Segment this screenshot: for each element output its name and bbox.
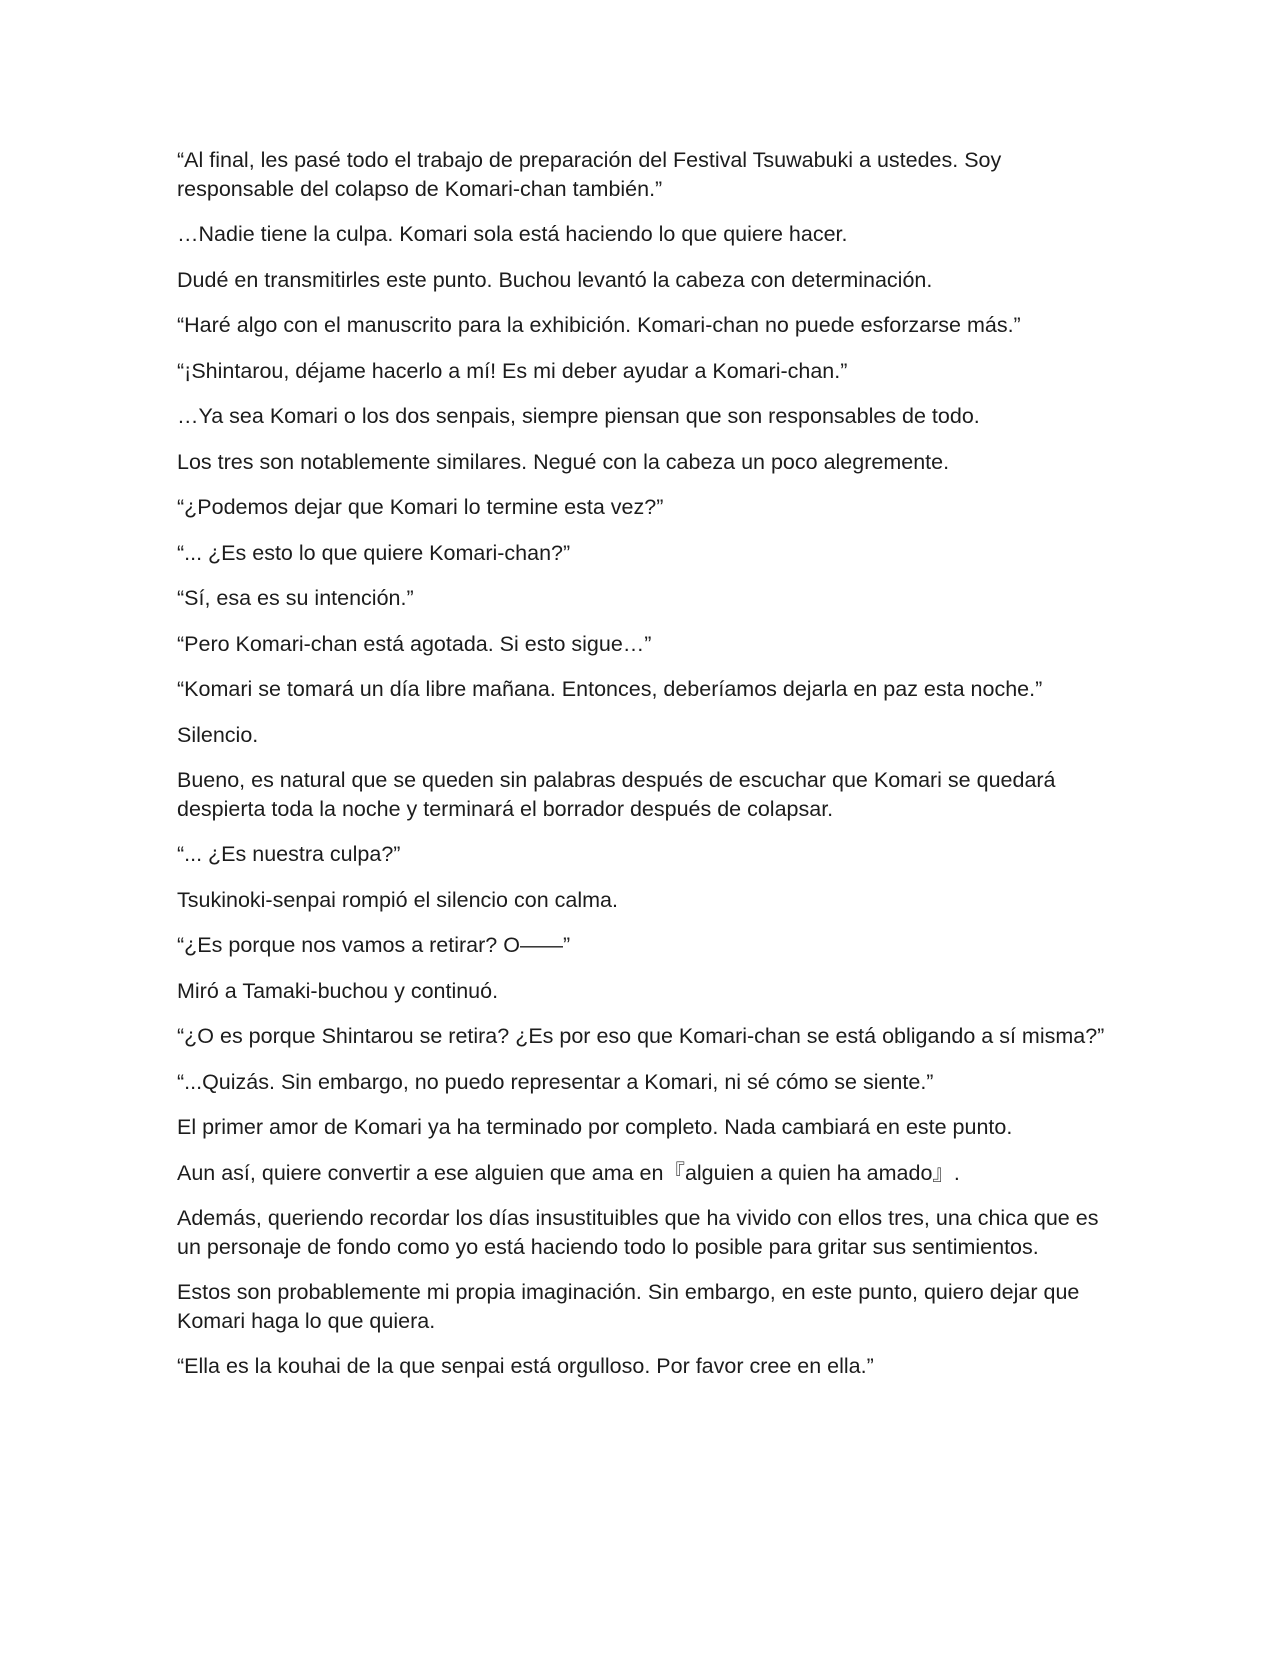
paragraph: “¿Podemos dejar que Komari lo termine esta vez?” <box>177 495 664 519</box>
paragraph: “¿Es porque nos vamos a retirar? O——” <box>177 933 571 957</box>
paragraph: “Al final, les pasé todo el trabajo de preparación del Festival Tsuwabuki a ustedes. Soy responsable del colapso de Komari-chan también.” <box>177 148 1002 201</box>
paragraph: …Ya sea Komari o los dos senpais, siempre piensan que son responsables de todo. <box>177 404 980 428</box>
paragraph: Miró a Tamaki-buchou y continuó. <box>177 978 499 1003</box>
paragraph: “Haré algo con el manuscrito para la exhibición. Komari-chan no puede esforzarse más.” <box>177 313 1021 337</box>
paragraph: “... ¿Es nuestra culpa?” <box>177 842 401 866</box>
paragraph: “... ¿Es esto lo que quiere Komari-chan?” <box>177 540 571 565</box>
paragraph: “Sí, esa es su intención.” <box>177 586 414 610</box>
paragraph: Bueno, es natural que se queden sin palabras después de escuchar que Komari se quedará despierta toda la noche y terminará el borrador después de colapsar. <box>177 768 1056 821</box>
paragraph: Estos son probablemente mi propia imaginación. Sin embargo, en este punto, quiero dejar que Komari haga lo que quiera. <box>177 1280 1080 1333</box>
paragraph: Aun así, quiere convertir a ese alguien que ama en『alguien a quien ha amado』. <box>177 1160 960 1185</box>
paragraph: “Komari se tomará un día libre mañana. Entonces, deberíamos dejarla en paz esta noche.” <box>177 677 1043 701</box>
paragraph: El primer amor de Komari ya ha terminado por completo. Nada cambiará en este punto. <box>177 1115 1013 1139</box>
paragraph: “¡Shintarou, déjame hacerlo a mí! Es mi deber ayudar a Komari-chan.” <box>177 358 848 383</box>
paragraph: Dudé en transmitirles este punto. Buchou levantó la cabeza con determinación. <box>177 267 933 292</box>
paragraph: “Ella es la kouhai de la que senpai está orgulloso. Por favor cree en ella.” <box>177 1354 874 1378</box>
paragraph: “Pero Komari-chan está agotada. Si esto sigue…” <box>177 631 652 656</box>
paragraph: Además, queriendo recordar los días insustituibles que ha vivido con ellos tres, una chica que es un personaje de fondo como yo está haciendo todo lo posible para gritar sus sentimientos. <box>177 1206 1099 1259</box>
document-page <box>177 146 1107 1398</box>
paragraph: “...Quizás. Sin embargo, no puedo representar a Komari, ni sé cómo se siente.” <box>177 1069 934 1094</box>
paragraph: “¿O es porque Shintarou se retira? ¿Es por eso que Komari-chan se está obligando a sí misma?” <box>177 1024 1105 1048</box>
paragraph: Tsukinoki-senpai rompió el silencio con calma. <box>177 887 618 912</box>
paragraph: Los tres son notablemente similares. Negué con la cabeza un poco alegremente. <box>177 449 950 474</box>
paragraph: …Nadie tiene la culpa. Komari sola está haciendo lo que quiere hacer. <box>177 222 848 246</box>
paragraph: Silencio. <box>177 722 259 747</box>
